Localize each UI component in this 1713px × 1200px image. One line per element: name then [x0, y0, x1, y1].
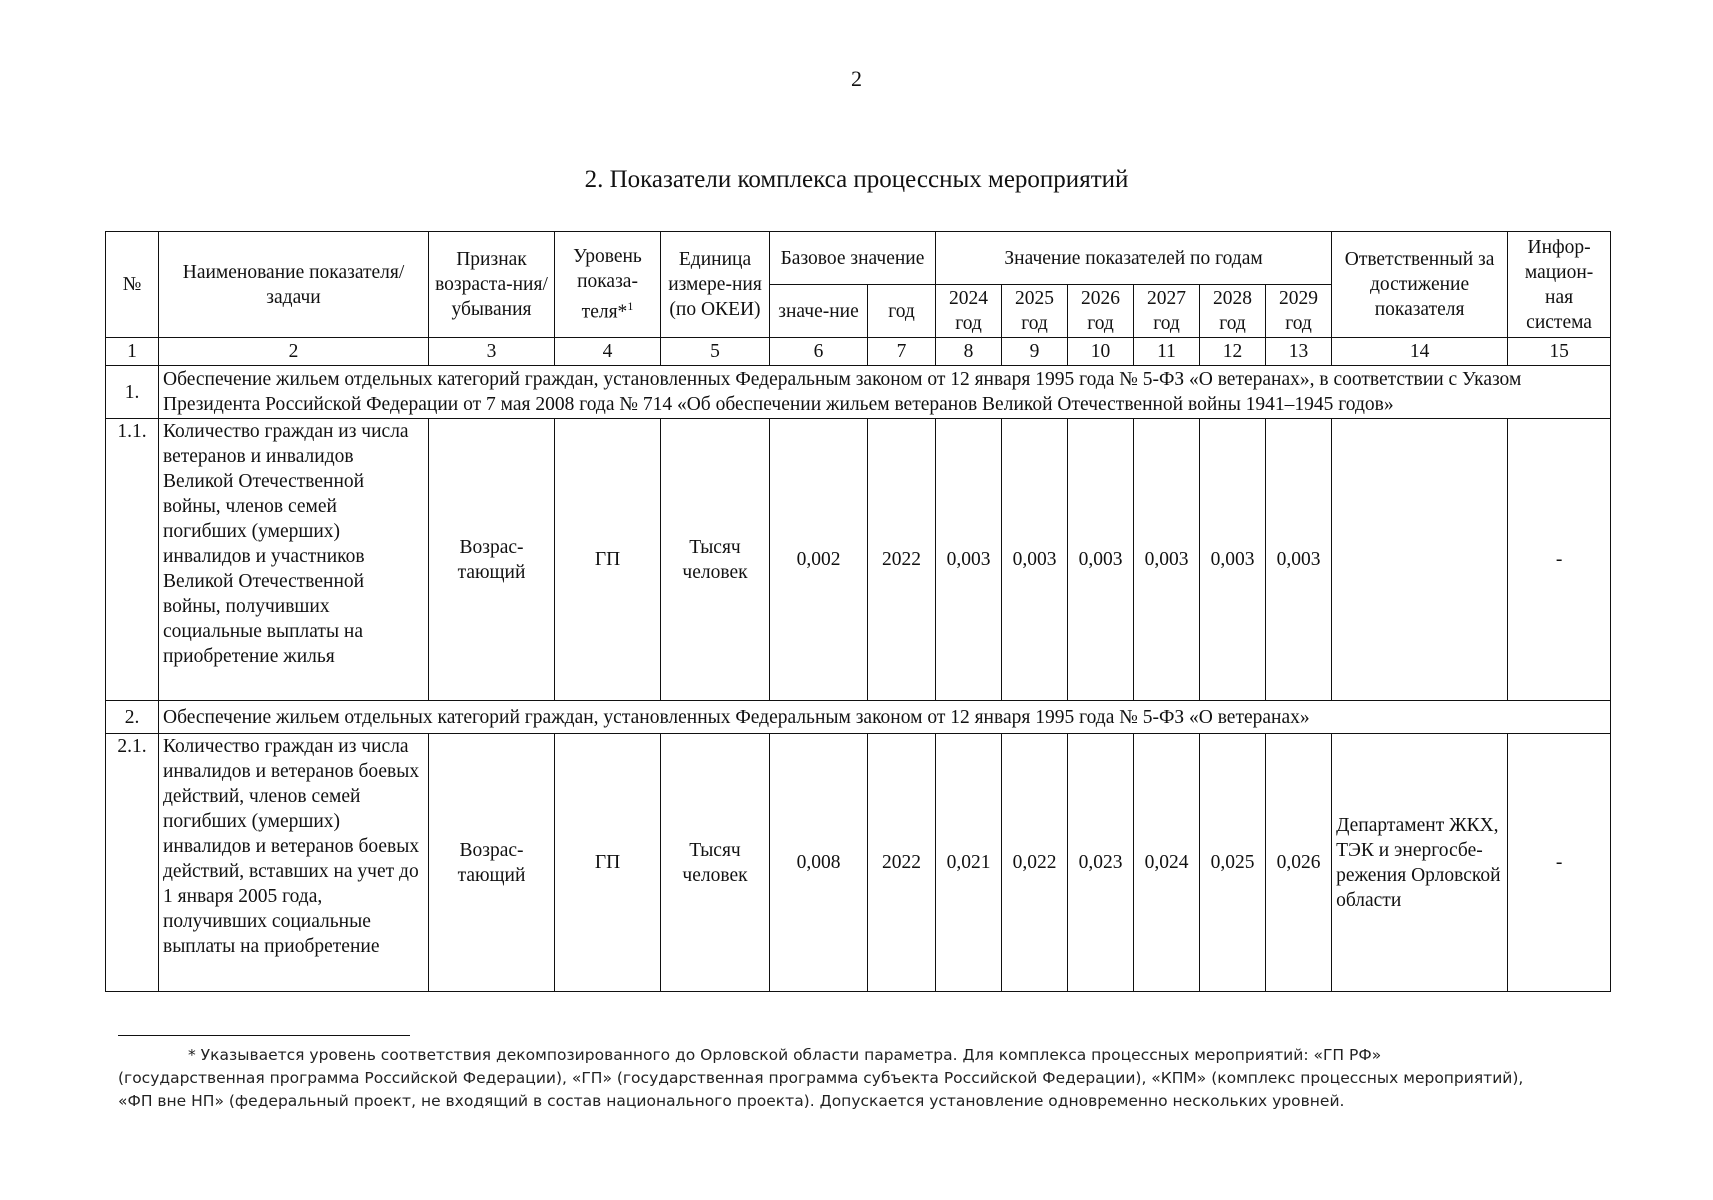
info-system-cell: -	[1508, 419, 1611, 701]
header-year: 2027 год	[1134, 285, 1200, 338]
header-base-year: год	[868, 285, 936, 338]
footnote-separator	[118, 1035, 410, 1036]
level-cell: ГП	[555, 419, 661, 701]
year-value-cell: 0,003	[1068, 419, 1134, 701]
responsible-cell: Департамент ЖКХ, ТЭК и энергосбе-режения Орловской области	[1332, 734, 1508, 992]
year-value-cell: 0,021	[936, 734, 1002, 992]
row-number: 2.1.	[106, 734, 159, 992]
year-value-cell: 0,022	[1002, 734, 1068, 992]
trend-cell: Возрас-тающий	[429, 419, 555, 701]
header-base-value: значе-ние	[770, 285, 868, 338]
level-cell: ГП	[555, 734, 661, 992]
header-unit: Единица измере-ния (по ОКЕИ)	[661, 232, 770, 338]
year-value-cell: 0,023	[1068, 734, 1134, 992]
column-number: 15	[1508, 338, 1611, 366]
column-number: 4	[555, 338, 661, 366]
year-value-cell: 0,003	[1266, 419, 1332, 701]
header-year: 2028 год	[1200, 285, 1266, 338]
year-value-cell: 0,003	[1002, 419, 1068, 701]
row-number: 1.1.	[106, 419, 159, 701]
page-number: 2	[851, 66, 862, 91]
unit-cell: Тысяч человек	[661, 419, 770, 701]
column-number: 6	[770, 338, 868, 366]
header-row	[106, 232, 1611, 285]
info-system-cell: -	[1508, 734, 1611, 992]
trend-cell: Возрас-тающий	[429, 734, 555, 992]
base-year-cell: 2022	[868, 734, 936, 992]
header-trend: Признак возраста-ния/ убывания	[429, 232, 555, 338]
header-level-text: Уровень показа-теля*	[573, 246, 642, 323]
section-title-cell: Обеспечение жильем отдельных категорий граждан, установленных Федеральным законом от 12 января 1995 года № 5-ФЗ «О ветеранах», в соответствии с Указом Президента Российской Федерации от 7 мая 2008 года № 714 «Об обеспечении жильем ветеранов Великой Отечественной войны 1941–1945 годов»	[159, 366, 1611, 419]
column-number: 10	[1068, 338, 1134, 366]
column-number: 9	[1002, 338, 1068, 366]
base-value-cell: 0,002	[770, 419, 868, 701]
section-row	[106, 366, 1611, 419]
header-year: 2024 год	[936, 285, 1002, 338]
section-row	[106, 701, 1611, 734]
year-value-cell: 0,026	[1266, 734, 1332, 992]
year-value-cell: 0,003	[1134, 419, 1200, 701]
responsible-cell	[1332, 419, 1508, 701]
year-value-cell: 0,024	[1134, 734, 1200, 992]
indicator-name: Количество граждан из числа инвалидов и ветеранов боевых действий, членов семей погибших (умерших) инвалидов и ветеранов боевых действий, вставших на учет до 1 января 2005 года, получивших социальные выплаты на приобретение	[159, 734, 429, 992]
unit-cell: Тысяч человек	[661, 734, 770, 992]
column-number: 14	[1332, 338, 1508, 366]
column-number: 5	[661, 338, 770, 366]
year-value-cell: 0,025	[1200, 734, 1266, 992]
header-level	[555, 232, 661, 338]
indicators-table	[105, 231, 1611, 992]
section-number: 2.	[106, 701, 159, 734]
header-base-group: Базовое значение	[770, 232, 936, 285]
year-value-cell: 0,003	[936, 419, 1002, 701]
year-value-cell: 0,003	[1200, 419, 1266, 701]
header-num: №	[106, 232, 159, 338]
section-number: 1.	[106, 366, 159, 419]
indicator-name: Количество граждан из числа ветеранов и инвалидов Великой Отечественной войны, членов семей погибших (умерших) инвалидов и участников Великой Отечественной войны, получивших социальные выплаты на приобретение жилья	[159, 419, 429, 701]
header-name: Наименование показателя/задачи	[159, 232, 429, 338]
base-year-cell: 2022	[868, 419, 936, 701]
header-level-footnote-mark: 1	[627, 299, 634, 314]
header-year: 2026 год	[1068, 285, 1134, 338]
header-responsible: Ответственный за достижение показателя	[1332, 232, 1508, 338]
table-row	[106, 734, 1611, 992]
header-year: 2025 год	[1002, 285, 1068, 338]
base-value-cell: 0,008	[770, 734, 868, 992]
footnote: * Указывается уровень соответствия декомпозированного до Орловской области параметра. Для комплекса процессных мероприятий: «ГП РФ» (государственная программа Российской Федерации), «ГП» (государственная программа субъекта Российской Федерации), «КПМ» (комплекс процессных мероприятий), «ФП вне НП» (федеральный проект, не входящий в состав национального проекта). Допускается установление одновременно нескольких уровней.	[118, 1046, 1524, 1110]
column-number: 8	[936, 338, 1002, 366]
column-number: 1	[106, 338, 159, 366]
section-title: 2. Показатели комплекса процессных мероприятий	[584, 166, 1129, 193]
column-number: 7	[868, 338, 936, 366]
header-info-system: Инфор-мацион-ная система	[1508, 232, 1611, 338]
column-number: 13	[1266, 338, 1332, 366]
column-number: 2	[159, 338, 429, 366]
header-year: 2029 год	[1266, 285, 1332, 338]
table-row	[106, 419, 1611, 701]
section-title-cell: Обеспечение жильем отдельных категорий граждан, установленных Федеральным законом от 12 января 1995 года № 5-ФЗ «О ветеранах»	[159, 701, 1611, 734]
header-years-group: Значение показателей по годам	[936, 232, 1332, 285]
column-number: 3	[429, 338, 555, 366]
column-number: 12	[1200, 338, 1266, 366]
column-number-row	[106, 338, 1611, 366]
column-number: 11	[1134, 338, 1200, 366]
